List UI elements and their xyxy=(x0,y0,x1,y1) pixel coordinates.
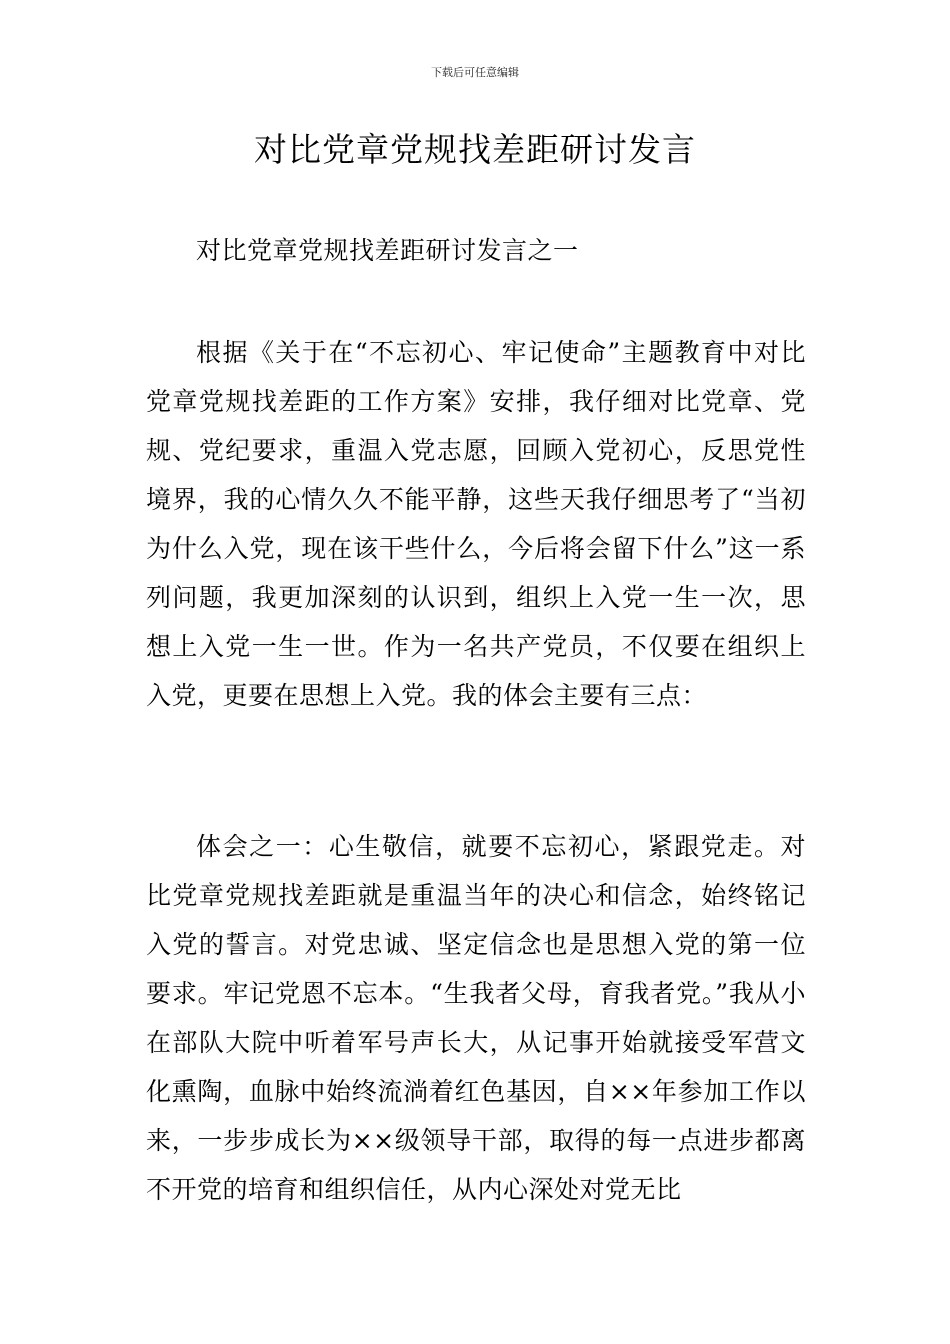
document-subtitle: 对比党章党规找差距研讨发言之一 xyxy=(196,236,579,265)
header-note: 下载后可任意编辑 xyxy=(431,66,519,79)
paragraph-1: 根据《关于在“不忘初心、牢记使命”主题教育中对比党章党规找差距的工作方案》安排，我仔细对比党章、党规、党纪要求，重温入党志愿，回顾入党初心，反思党性境界，我的心情久久不能平静，这些天我仔细思考了“当初为什么入党，现在该干些什么，今后将会留下什么”这一系列问题，我更加深刻的认识到，组织上入党一生一次，思想上入党一生一世。作为一名共产党员，不仅要在组织上入党，更要在思想上入党。我的体会主要有三点： xyxy=(146,338,806,710)
document-title: 对比党章党规找差距研讨发言 xyxy=(254,130,696,169)
paragraph-2: 体会之一：心生敬信，就要不忘初心，紧跟党走。对比党章党规找差距就是重温当年的决心和信念，始终铭记入党的誓言。对党忠诚、坚定信念也是思想入党的第一位要求。牢记党恩不忘本。“生我者父母，育我者党。”我从小在部队大院中听着军号声长大，从记事开始就接受军营文化熏陶，血脉中始终流淌着红色基因，自××年参加工作以来，一步步成长为××级领导干部，取得的每一点进步都离不开党的培育和组织信任，从内心深处对党无比 xyxy=(146,832,806,1204)
